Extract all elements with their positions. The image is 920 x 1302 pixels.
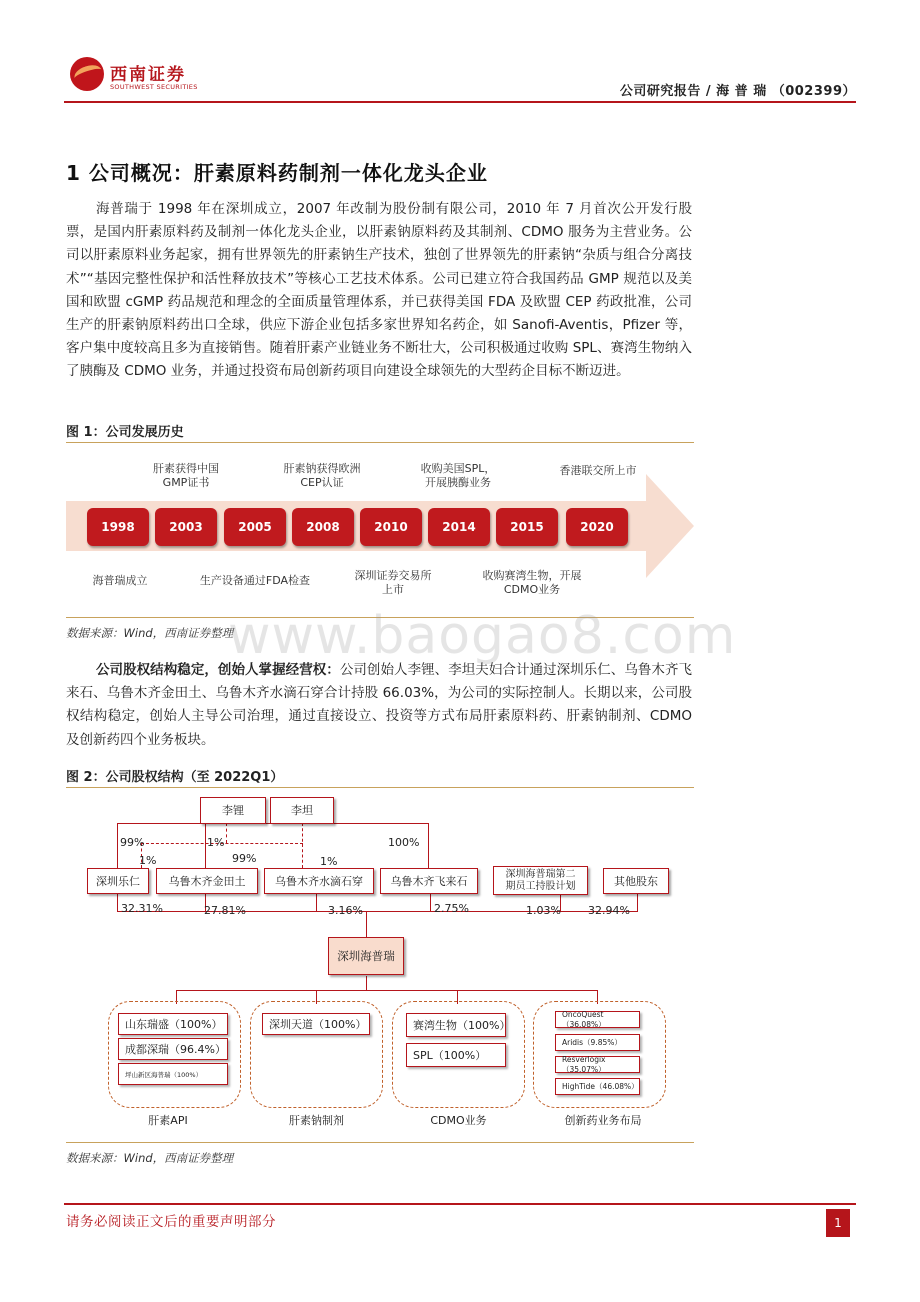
group-label: 肝素API	[148, 1114, 188, 1127]
logo-icon	[70, 57, 104, 91]
report-label: 公司研究报告 / 海 普 瑞 （002399）	[619, 84, 856, 99]
subsidiary-box: 坪山新区海普瑞（100%）	[118, 1063, 228, 1085]
figure1-source: 数据来源：Wind，西南证券整理	[66, 626, 234, 640]
footer-divider	[64, 1203, 856, 1205]
connector	[176, 990, 598, 991]
holder-box: 深圳乐仁	[87, 868, 149, 894]
group-label: 创新药业务布局	[564, 1114, 642, 1127]
connector	[430, 893, 431, 911]
ownership-body: 公司创始人李锂、李坦夫妇合计通过深圳乐仁、乌鲁木齐飞来石、乌鲁木齐金田土、乌鲁木齐水滴石穿合计持股 66.03%，为公司的实际控制人。长期以来，公司股权结构稳定，创始人主导公司治理，通过直接设立、投资等方式布局肝素原料药、肝素钠制剂、CDMO 及创新药四个业务板块。	[66, 662, 693, 748]
header-divider	[64, 101, 856, 103]
holder-pct: 3.16%	[328, 904, 363, 917]
timeline-bottom-label: 收购赛湾生物，开展 CDMO业务	[482, 569, 582, 596]
connector	[117, 823, 118, 868]
timeline-bottom-label: 深圳证券交易所 上市	[354, 569, 432, 596]
figure2-top-rule	[66, 787, 694, 788]
logo-text: 西南证券	[110, 65, 186, 85]
timeline-top-label: 肝素获得中国 GMP证书	[153, 462, 219, 489]
timeline-top-label: 肝素钠获得欧洲 CEP认证	[283, 462, 361, 489]
section-title: 1 公司概况：肝素原料药制剂一体化龙头企业	[66, 161, 488, 185]
figure2-bottom-rule	[66, 1142, 694, 1143]
timeline-year: 2003	[155, 508, 217, 546]
connector	[226, 823, 227, 843]
subsidiary-box: 深圳天道（100%）	[262, 1013, 370, 1035]
subsidiary-box: SPL（100%）	[406, 1043, 506, 1067]
timeline-year: 2005	[224, 508, 286, 546]
holder-pct: 27.81%	[204, 904, 246, 917]
page-number: 1	[826, 1209, 850, 1237]
founder-pct: 99%	[232, 852, 257, 865]
connector	[205, 823, 206, 868]
holder-box: 乌鲁木齐飞来石	[380, 868, 478, 894]
connector	[302, 823, 303, 868]
connector	[637, 893, 638, 911]
connector	[428, 823, 429, 868]
subsidiary-box: HighTide（46.08%）	[555, 1078, 640, 1095]
connector	[366, 976, 367, 990]
ownership-paragraph	[66, 659, 692, 752]
holder-pct: 2.75%	[434, 902, 469, 915]
timeline-top-label: 香港联交所上市	[559, 464, 637, 477]
timeline-year: 2015	[496, 508, 558, 546]
founder-box: 李锂	[200, 797, 266, 824]
founder-pct: 1%	[320, 855, 338, 868]
company-box: 深圳海普瑞	[328, 937, 404, 975]
holder-pct: 1.03%	[526, 904, 561, 917]
holder-box: 乌鲁木齐水滴石穿	[264, 868, 374, 894]
subsidiary-box: 成都深瑞（96.4%）	[118, 1038, 228, 1060]
figure2-source: 数据来源：Wind，西南证券整理	[66, 1151, 234, 1165]
figure1-title: 图 1：公司发展历史	[66, 425, 184, 440]
group-label: 肝素钠制剂	[289, 1114, 344, 1127]
timeline-top-label: 收购美国SPL， 开展胰酶业务	[420, 462, 496, 489]
timeline-year: 2020	[566, 508, 628, 546]
watermark: www.baogao8.com	[228, 606, 737, 666]
holder-box: 深圳海普瑞第二 期员工持股计划	[493, 866, 588, 895]
founder-pct: 1%	[207, 836, 225, 849]
subsidiary-box: Resverlogix（35.07%）	[555, 1056, 640, 1073]
timeline-year: 2014	[428, 508, 490, 546]
subsidiary-box: 山东瑞盛（100%）	[118, 1013, 228, 1035]
timeline-year: 2008	[292, 508, 354, 546]
timeline-year: 1998	[87, 508, 149, 546]
subsidiary-box: 赛湾生物（100%）	[406, 1013, 506, 1037]
founder-pct: 100%	[388, 836, 420, 849]
founder-pct: 99%	[120, 836, 145, 849]
subsidiary-box: OncoQuest（36.08%）	[555, 1011, 640, 1028]
logo-subtext: SOUTHWEST SECURITIES	[110, 83, 198, 91]
timeline-bottom-label: 海普瑞成立	[92, 574, 148, 587]
ownership-lead: 公司股权结构稳定，创始人掌握经营权：	[96, 662, 340, 678]
timeline-year: 2010	[360, 508, 422, 546]
footer-notice: 请务必阅读正文后的重要声明部分	[66, 1214, 276, 1230]
connector	[366, 911, 367, 937]
connector	[316, 893, 317, 911]
group-label: CDMO业务	[430, 1114, 487, 1127]
timeline-bottom-label: 生产设备通过FDA检查	[199, 574, 311, 587]
figure2-title: 图 2：公司股权结构（至 2022Q1）	[66, 770, 284, 785]
founder-pct: 1%	[139, 854, 157, 867]
connector	[117, 893, 118, 911]
holder-box: 乌鲁木齐金田土	[156, 868, 258, 894]
subsidiary-box: Aridis（9.85%）	[555, 1034, 640, 1051]
intro-paragraph: 海普瑞于 1998 年在深圳成立，2007 年改制为股份制有限公司，2010 年 7 月首次公开发行股票，是国内肝素原料药及制剂一体化龙头企业，以肝素钠原料药及其制剂、CDMO 服务为主营业务。公司以肝素原料业务起家，拥有世界领先的肝素钠生产技术，独创了世界领先的肝素钠“杂质与组合分离技术”“基因完整性保护和活性释放技术”等核心工艺技术体系。公司已建立符合我国药品 GMP 规范以及美国和欧盟 cGMP 药品规范和理念的全面质量管理体系，并已获得美国 FDA 及欧盟 CEP 药政批准，公司生产的肝素钠原料药出口全球，供应下游企业包括多家世界知名药企，如 Sanofi-Aventis，Pfizer 等，客户集中度较高且多为直接销售。随着肝素产业链业务不断壮大，公司积极通过收购 SPL、赛湾生物纳入了胰酶及 CDMO 业务，并通过投资布局创新药项目向建设全球领先的大型药企目标不断迈进。	[66, 201, 692, 380]
holder-pct: 32.31%	[121, 902, 163, 915]
figure1-top-rule	[66, 442, 694, 443]
holder-pct: 32.94%	[588, 904, 630, 917]
holder-box: 其他股东	[603, 868, 669, 894]
founder-box: 李坦	[270, 797, 334, 824]
